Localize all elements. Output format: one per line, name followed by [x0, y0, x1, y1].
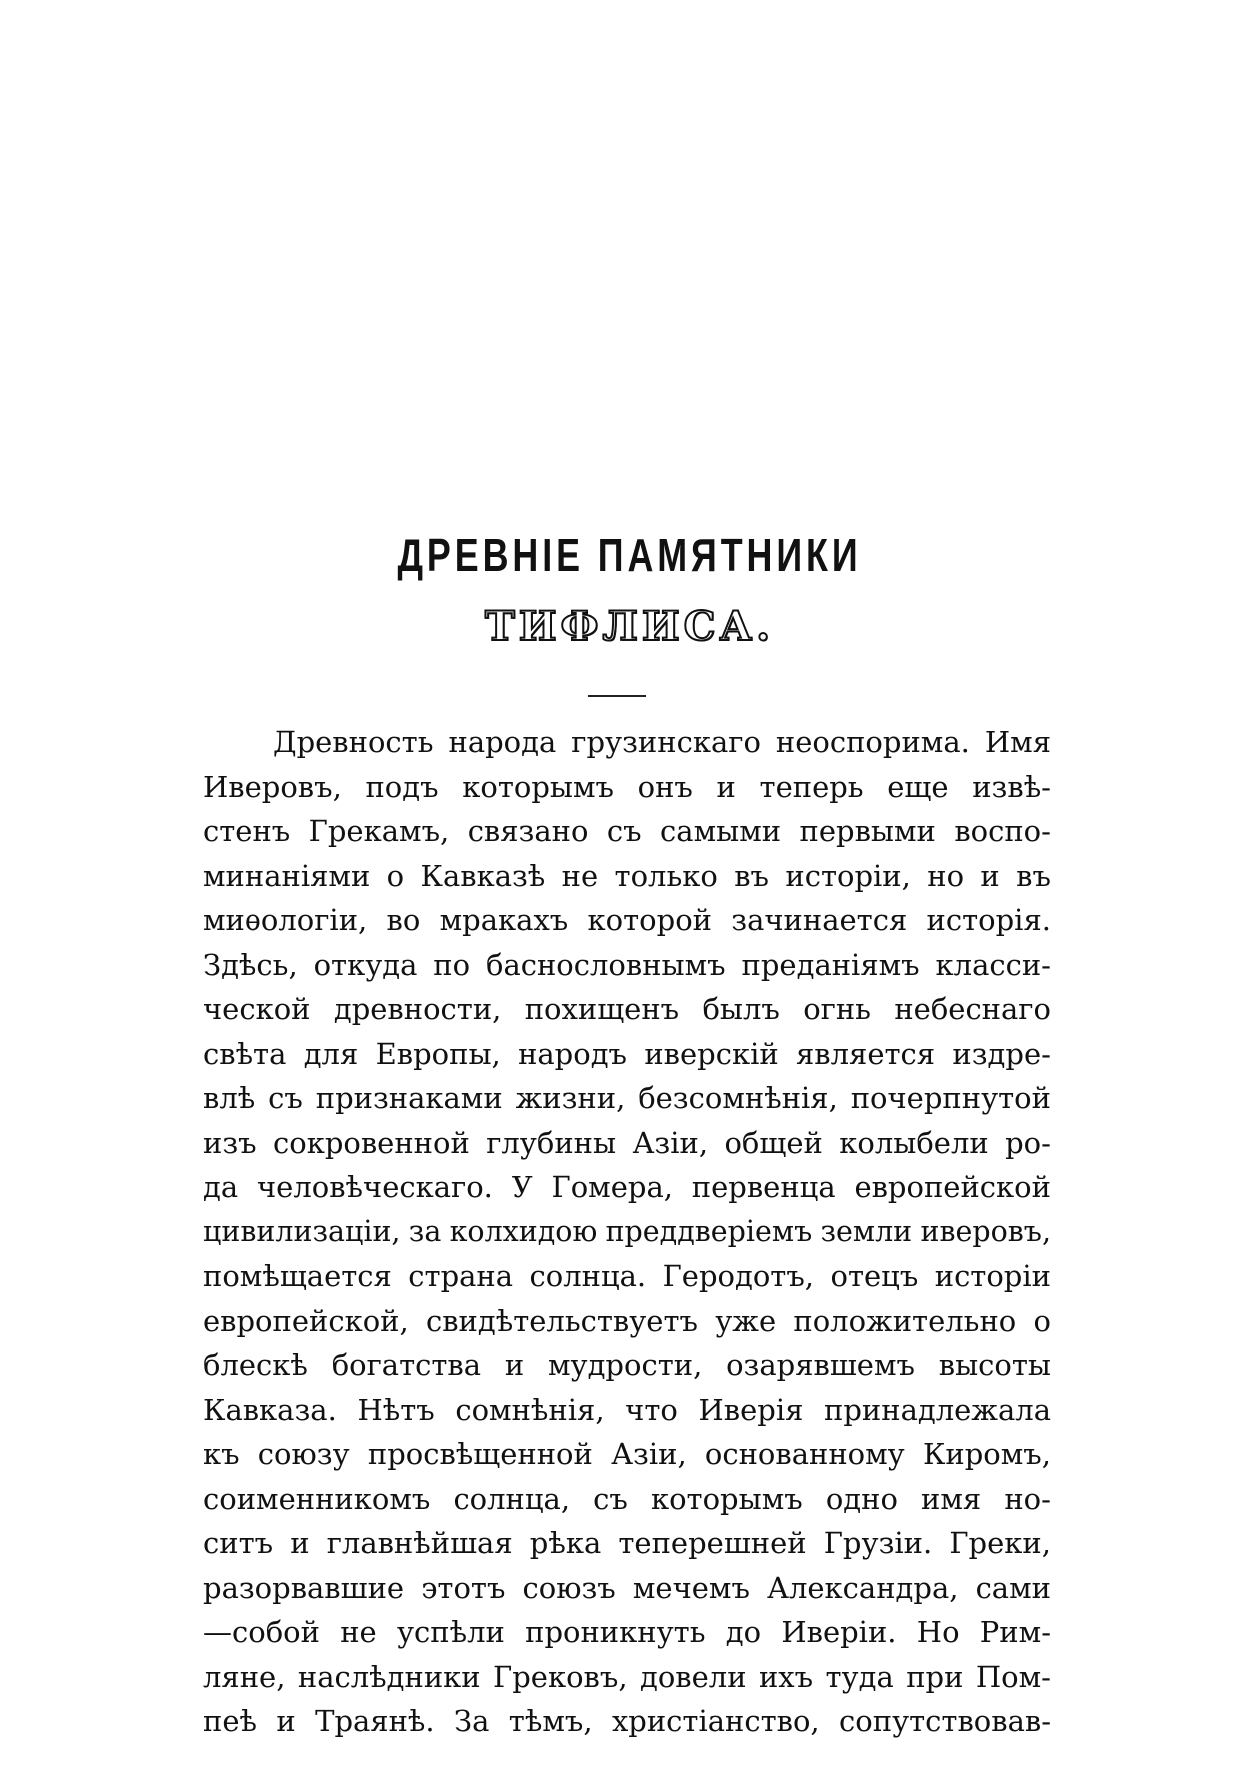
text-word: жизни,: [515, 1081, 626, 1115]
text-word: является: [796, 1036, 936, 1071]
text-word: Рим-: [979, 1615, 1051, 1649]
text-word: въ: [734, 858, 770, 893]
text-word: общей: [724, 1125, 823, 1160]
text-word: мракахъ: [439, 903, 569, 937]
text-word: Грузіи.: [823, 1526, 933, 1560]
text-word: но-: [1004, 1481, 1051, 1516]
text-word: связано: [467, 814, 589, 848]
text-line: [203, 809, 1051, 854]
text-word: европейской,: [203, 1303, 409, 1338]
text-word: грузинскаго: [571, 725, 761, 759]
text-word: сомнѣнія,: [455, 1392, 605, 1427]
text-word: Древность: [273, 725, 434, 759]
text-word: Александра,: [767, 1570, 959, 1605]
text-word: самыми: [660, 814, 782, 848]
text-word: земли: [820, 1214, 913, 1248]
text-word: Пом-: [975, 1659, 1051, 1694]
text-word: иверовъ,: [920, 1214, 1051, 1248]
text-word: признаками: [315, 1081, 503, 1115]
text-line: [203, 854, 1051, 899]
text-word: Иверіи.: [781, 1615, 897, 1649]
text-word: исторіи,: [785, 858, 911, 893]
text-word: христіанство,: [611, 1704, 820, 1738]
text-word: съ: [606, 814, 642, 848]
text-line: [203, 1655, 1051, 1700]
text-word: баснословнымъ: [485, 947, 726, 982]
text-word: Кавказа.: [203, 1392, 337, 1427]
text-line: [203, 1032, 1051, 1077]
text-word: и: [504, 1348, 525, 1382]
text-word: почерпнутой: [850, 1081, 1051, 1115]
text-word: Траянѣ.: [315, 1704, 435, 1738]
text-word: миѳологіи,: [203, 903, 368, 937]
text-word: и: [276, 1704, 296, 1738]
text-word: теперешней: [618, 1526, 807, 1560]
text-word: до: [725, 1615, 762, 1649]
text-word: проникнуть: [525, 1615, 706, 1649]
text-line: [203, 1610, 1051, 1655]
text-word: свѣта: [203, 1036, 287, 1071]
text-word: да: [203, 1170, 239, 1204]
text-line: [203, 1121, 1051, 1166]
text-word: воспо-: [954, 814, 1051, 848]
text-word: сокровенной: [273, 1125, 470, 1160]
text-word: основанному: [704, 1437, 905, 1471]
text-word: озарявшемъ: [726, 1348, 915, 1382]
text-word: къ: [203, 1437, 240, 1471]
text-word: только: [614, 858, 718, 893]
text-word: ихъ: [758, 1659, 814, 1694]
text-word: Грековъ,: [493, 1659, 628, 1694]
text-word: и: [980, 858, 1000, 893]
text-word: исторія.: [926, 903, 1051, 937]
text-word: исторіи: [934, 1259, 1051, 1293]
text-word: еще: [887, 769, 949, 804]
text-word: для: [303, 1036, 359, 1071]
text-word: Иверія: [698, 1392, 804, 1427]
text-word: класси-: [935, 947, 1051, 982]
text-line: [203, 1254, 1051, 1299]
text-word: народъ: [518, 1036, 628, 1071]
text-word: помѣщается: [203, 1259, 392, 1293]
text-word: разорвавшие: [203, 1570, 405, 1605]
text-word: страна: [408, 1259, 514, 1293]
text-word: пеѣ: [203, 1704, 257, 1738]
text-word: человѣческаго.: [256, 1170, 493, 1204]
text-word: свидѣтельствуетъ: [425, 1303, 698, 1338]
text-word: стенъ: [203, 814, 291, 848]
text-word: сами: [975, 1570, 1051, 1605]
text-word: за: [408, 1214, 442, 1248]
text-word: съ: [593, 1481, 628, 1516]
text-word: съ: [268, 1081, 303, 1115]
text-word: ситъ: [203, 1526, 274, 1560]
text-word: главнѣйшая: [326, 1526, 513, 1560]
text-word: этотъ: [421, 1570, 506, 1605]
text-word: ческой: [203, 992, 311, 1026]
text-word: въ: [1016, 858, 1051, 893]
text-line: [203, 1432, 1051, 1477]
text-word: одно: [825, 1481, 898, 1516]
text-word: Кавказѣ: [420, 858, 546, 893]
text-word: высоты: [938, 1348, 1051, 1382]
text-word: которымъ: [462, 769, 614, 804]
text-word: при: [906, 1659, 964, 1694]
text-word: первенца: [691, 1170, 836, 1204]
text-word: колхидою: [449, 1214, 598, 1248]
text-word: положительно: [793, 1303, 1017, 1338]
text-word: не: [561, 858, 599, 893]
title-divider: [588, 695, 646, 697]
text-word: Киромъ,: [922, 1437, 1051, 1471]
text-word: ро-: [1005, 1125, 1051, 1160]
text-word: Имя: [984, 725, 1051, 759]
text-word: что: [625, 1392, 678, 1427]
text-word: успѣли: [396, 1615, 505, 1649]
text-word: неоспорима.: [775, 725, 970, 759]
text-line: [203, 765, 1051, 810]
text-word: влѣ: [203, 1081, 256, 1115]
text-word: подъ: [365, 769, 439, 804]
text-word: Грекамъ,: [308, 814, 450, 848]
text-word: огнь: [803, 992, 871, 1026]
text-word: цивилизаціи,: [203, 1214, 401, 1248]
text-line: [203, 1210, 1051, 1255]
text-word: Гомера,: [551, 1170, 673, 1204]
text-word: имя: [921, 1481, 982, 1516]
text-word: небеснаго: [894, 992, 1051, 1026]
text-word: былъ: [702, 992, 780, 1026]
text-word: мудрости,: [547, 1348, 703, 1382]
text-word: уже: [715, 1303, 777, 1338]
text-word: похищенъ: [524, 992, 680, 1026]
text-word: глубины: [486, 1125, 617, 1160]
text-word: минаніями: [203, 858, 371, 893]
text-word: Геродотъ,: [662, 1259, 815, 1293]
text-word: издре-: [952, 1036, 1051, 1071]
text-word: Греки,: [949, 1526, 1051, 1560]
text-word: о: [386, 858, 405, 893]
text-word: солнца,: [453, 1481, 571, 1516]
text-line: [203, 943, 1051, 988]
text-word: отецъ: [830, 1259, 919, 1293]
text-line: [203, 1165, 1051, 1210]
text-word: иверскій: [644, 1036, 779, 1071]
text-word: первыми: [799, 814, 936, 848]
text-line: [203, 1299, 1051, 1344]
text-word: довели: [639, 1659, 747, 1694]
text-word: солнца.: [529, 1259, 647, 1293]
text-word: Но: [916, 1615, 960, 1649]
text-word: древности,: [333, 992, 502, 1026]
text-word: тѣмъ,: [508, 1704, 593, 1738]
text-word: мечемъ: [632, 1570, 750, 1605]
text-line: [203, 1699, 1051, 1744]
body-paragraph: [203, 720, 1051, 1744]
text-word: теперь: [759, 769, 864, 804]
text-word: ляне,: [203, 1659, 286, 1694]
text-word: откуда: [313, 947, 418, 982]
text-word: которой: [587, 903, 712, 937]
text-word: преддверіемъ: [605, 1214, 813, 1248]
text-word: принадлежала: [824, 1392, 1051, 1427]
text-word: Здѣсь,: [203, 947, 298, 982]
text-word: преданіямъ: [741, 947, 920, 982]
text-word: Азіи,: [611, 1437, 687, 1471]
text-word: не: [340, 1615, 377, 1649]
text-word: У: [511, 1170, 533, 1204]
text-word: богатства: [331, 1348, 482, 1382]
text-line: [203, 898, 1051, 943]
text-word: союзу: [257, 1437, 350, 1471]
text-word: во: [386, 903, 421, 937]
text-word: зачинается: [731, 903, 908, 937]
text-word: народа: [448, 725, 557, 759]
text-word: европейской: [854, 1170, 1051, 1204]
text-word: по: [433, 947, 471, 982]
text-word: За: [454, 1704, 490, 1738]
text-word: и: [290, 1526, 310, 1560]
text-line: [203, 1477, 1051, 1522]
page-title-line-1: ДРЕВНIE ПАМЯТНИКИ: [397, 529, 862, 581]
text-line: [203, 1343, 1051, 1388]
text-line: [203, 1388, 1051, 1433]
text-word: Иверовъ,: [203, 769, 342, 804]
text-word: соименникомъ: [203, 1481, 431, 1516]
text-line: [203, 1521, 1051, 1566]
text-word: о: [1033, 1303, 1051, 1338]
text-word: Нѣтъ: [357, 1392, 435, 1427]
text-word: сопутствовав-: [839, 1704, 1051, 1738]
text-word: колыбели: [839, 1125, 989, 1160]
text-line: [203, 1566, 1051, 1611]
text-word: онъ: [637, 769, 693, 804]
text-word: —собой: [203, 1615, 320, 1649]
text-word: рѣка: [529, 1526, 602, 1560]
text-word: туда: [825, 1659, 894, 1694]
text-word: изъ: [203, 1125, 257, 1160]
text-word: просвѣщенной: [367, 1437, 593, 1471]
text-word: но: [927, 858, 965, 893]
text-word: союзъ: [522, 1570, 616, 1605]
text-word: которымъ: [650, 1481, 803, 1516]
text-word: Европы,: [375, 1036, 501, 1071]
text-word: наслѣдники: [297, 1659, 481, 1694]
text-word: Азіи,: [632, 1125, 709, 1160]
text-line: [203, 720, 1051, 765]
text-word: и: [716, 769, 736, 804]
text-line: [203, 1076, 1051, 1121]
text-word: блескѣ: [203, 1348, 308, 1382]
text-word: безсомнѣнія,: [638, 1081, 838, 1115]
text-line: [203, 987, 1051, 1032]
text-word: извѣ-: [972, 769, 1051, 804]
page-title-line-2: ТИФЛИСА.: [484, 603, 774, 650]
